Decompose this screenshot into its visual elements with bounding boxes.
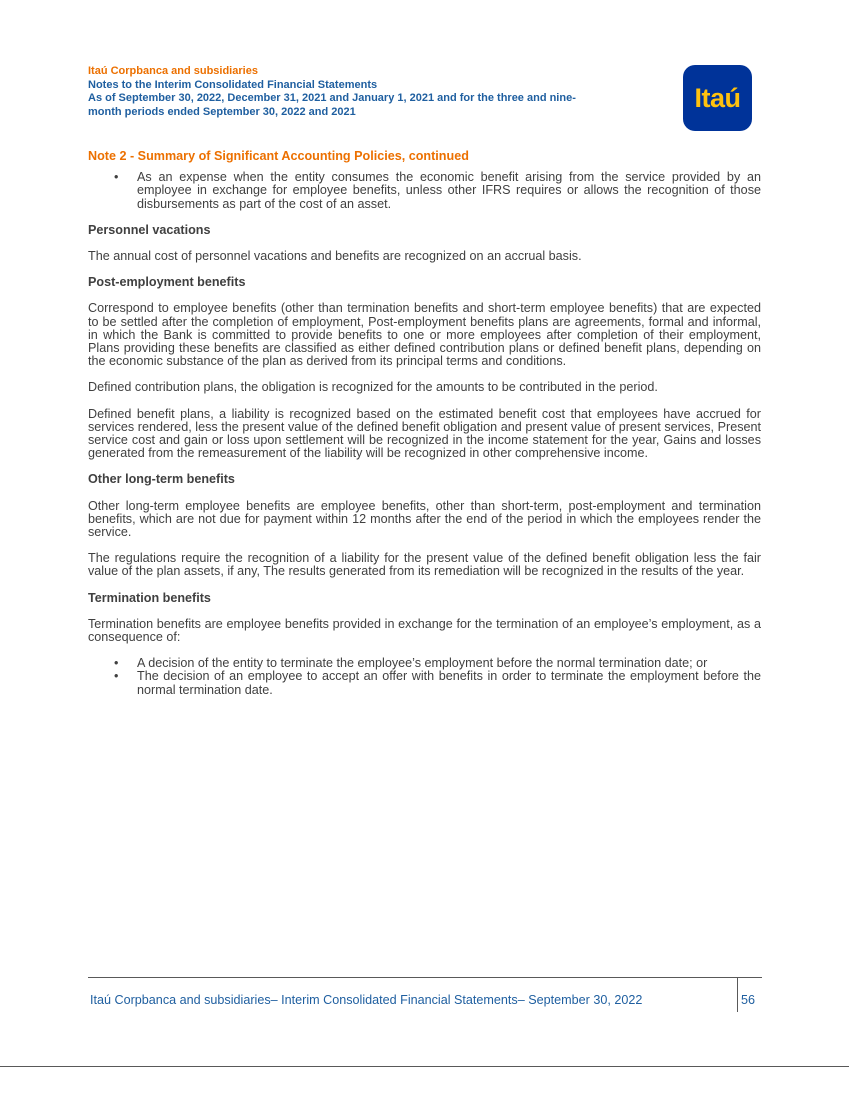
list-item <box>88 171 761 211</box>
document-header <box>88 65 658 119</box>
footer-text: Itaú Corpbanca and subsidiaries– Interim Consolidated Financial Statements– September 30, 2022 <box>90 993 643 1007</box>
heading-other-long-term: Other long-term benefits <box>88 472 235 487</box>
header-notes-title: Notes to the Interim Consolidated Financial Statements <box>88 78 378 91</box>
paragraph-personnel-vacations: The annual cost of personnel vacations and benefits are recognized on an accrual basis. <box>88 249 582 264</box>
termination-bullet-list <box>88 657 761 697</box>
header-period-line2: month periods ended September 30, 2022 and 2021 <box>88 105 356 118</box>
paragraph-post-employment-2: Defined contribution plans, the obligation is recognized for the amounts to be contributed in the period. <box>88 380 658 395</box>
bullet-icon: • <box>114 656 119 671</box>
intro-bullet-list <box>88 171 761 211</box>
heading-post-employment: Post-employment benefits <box>88 275 246 290</box>
heading-termination: Termination benefits <box>88 590 211 605</box>
bullet-text: A decision of the entity to terminate the employee’s employment before the normal termination date; or <box>137 656 708 671</box>
logo-text: Itaú <box>694 82 741 113</box>
footer-page-divider <box>737 977 738 1012</box>
footer-divider <box>88 977 762 978</box>
paragraph-other-long-term-2: The regulations require the recognition of a liability for the present value of the defined benefit obligation less the fair value of the plan assets, if any, The results generated from its remediation will be recognized in the results of the year. <box>88 551 761 579</box>
header-period-line1: As of September 30, 2022, December 31, 2021 and January 1, 2021 and for the three and nine- <box>88 92 576 104</box>
paragraph-post-employment-1: Correspond to employee benefits (other than termination benefits and short-term employee benefits) that are expected to be settled after the completion of employment, Post-employment benefits plans are agreements, formal and informal, in which the Bank is committed to provide benefits to one or more employees after completion of their employment, Plans providing these benefits are classified as either defined contribution plans or defined benefit plans, depending on the economic substance of the plan as derived from its principal terms and conditions. <box>88 301 761 369</box>
heading-personnel-vacations: Personnel vacations <box>88 222 211 237</box>
page-content <box>88 150 761 697</box>
page-bottom-border <box>0 1066 849 1067</box>
paragraph-termination: Termination benefits are employee benefits provided in exchange for the termination of an employee’s employment, as a consequence of: <box>88 616 761 645</box>
itau-logo <box>683 65 752 131</box>
page-number: 56 <box>741 993 756 1007</box>
note-title: Note 2 - Summary of Significant Accounting Policies, continued <box>88 149 469 163</box>
bullet-text: As an expense when the entity consumes the economic benefit arising from the service provided by an employee in exchange for employee benefits, unless other IFRS requires or allows the recognition of those disbursements as part of the cost of an asset. <box>137 170 761 211</box>
header-company: Itaú Corpbanca and subsidiaries <box>88 65 258 77</box>
bullet-icon: • <box>114 669 119 684</box>
bullet-icon: • <box>114 170 119 185</box>
paragraph-other-long-term-1: Other long-term employee benefits are employee benefits, other than short-term, post-employment and termination benefits, which are not due for payment within 12 months after the end of the period in which the employees render the service. <box>88 498 761 540</box>
paragraph-post-employment-3: Defined benefit plans, a liability is recognized based on the estimated benefit cost that employees have accrued for services rendered, less the present value of the defined benefit obligation and present value of present services, Present service cost and gain or loss upon settlement will be recognized in the income statement for the year, Gains and losses generated from the remeasurement of the liability will be recognized in other comprehensive income. <box>88 406 761 461</box>
list-item <box>88 670 761 696</box>
bullet-text: The decision of an employee to accept an offer with benefits in order to terminate the employment before the normal termination date. <box>137 669 761 697</box>
